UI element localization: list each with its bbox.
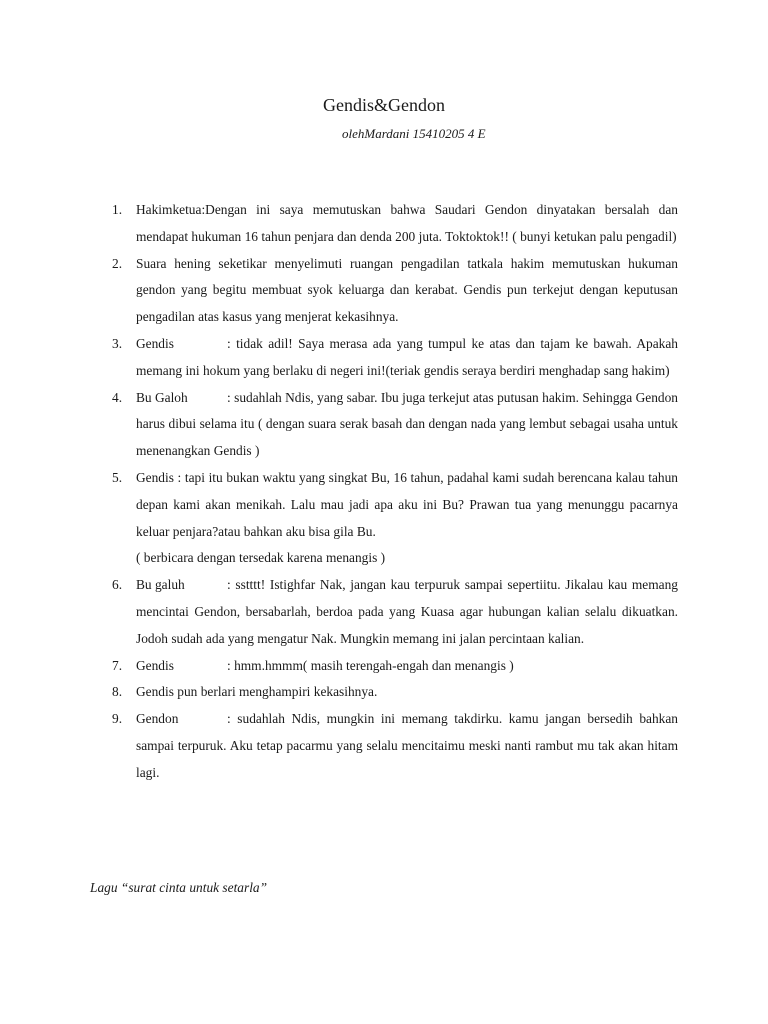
item-text: : tidak adil! Saya merasa ada yang tumpul ke atas dan tajam ke bawah. Apakah memang ini hokum yang berlaku di negeri ini!(teriak gendis seraya berdiri menghadap sang hakim) bbox=[136, 335, 678, 378]
speaker-name: Bu Galoh bbox=[136, 389, 188, 405]
dialogue-list bbox=[108, 197, 678, 787]
list-item bbox=[108, 653, 678, 680]
list-item bbox=[108, 465, 678, 572]
item-number: 3. bbox=[112, 335, 123, 351]
item-text: : hmm.hmmm( masih terengah-engah dan menangis ) bbox=[227, 657, 514, 673]
item-text: : sstttt! Istighfar Nak, jangan kau terpuruk sampai sepertiitu. Jikalau kau memang mencintai Gendon, bersabarlah, berdoa pada yang Kuasa agar hubungan kalian selalu dikuatkan. Jodoh sudah ada yang mengatur Nak. Mungkin memang ini jalan percintaan kalian. bbox=[136, 577, 678, 646]
item-text: Hakimketua:Dengan ini saya memutuskan bahwa Saudari Gendon dinyatakan bersalah dan mendapat hukuman 16 tahun penjara dan denda 200 juta. Toktoktok!! ( bunyi ketukan palu pengadil) bbox=[136, 202, 678, 244]
item-number: 6. bbox=[112, 577, 123, 593]
item-number: 5. bbox=[112, 469, 123, 485]
item-number: 1. bbox=[112, 202, 123, 217]
item-number: 8. bbox=[112, 684, 123, 700]
speaker-name: Gendon bbox=[136, 711, 179, 727]
stage-direction: ( berbicara dengan tersedak karena menangis ) bbox=[136, 550, 386, 566]
list-item bbox=[108, 197, 678, 251]
item-number: 7. bbox=[112, 657, 123, 673]
item-text: Gendis : tapi itu bukan waktu yang singkat Bu, 16 tahun, padahal kami sudah berencana kalau tahun depan kami akan menikah. Lalu mau jadi apa aku ini Bu? Prawan tua yang menunggu pacarnya keluar penjara?atau bahkan aku bisa gila Bu. bbox=[136, 469, 678, 539]
speaker-name: Bu galuh bbox=[136, 577, 185, 593]
list-item bbox=[108, 251, 678, 331]
document-title: Gendis&Gendon bbox=[323, 95, 445, 115]
list-item bbox=[108, 679, 678, 706]
list-item bbox=[108, 572, 678, 652]
item-number: 4. bbox=[112, 389, 123, 405]
list-item bbox=[108, 706, 678, 786]
speaker-name: Gendis bbox=[136, 335, 174, 351]
item-number: 2. bbox=[112, 255, 123, 271]
item-text: : sudahlah Ndis, mungkin ini memang takdirku. kamu jangan bersedih bahkan sampai terpuruk. Aku tetap pacarmu yang selalu mencitaimu meski nanti rambut mu tak akan hitam lagi. bbox=[136, 711, 678, 780]
item-text: Suara hening seketikar menyelimuti ruangan pengadilan tatkala hakim memutuskan hukuman gendon yang begitu membuat syok keluarga dan kerabat. Gendis pun terkejut dengan keputusan pengadilan atas kasus yang menjerat kekasihnya. bbox=[136, 255, 678, 325]
song-caption: Lagu “surat cinta untuk setarla” bbox=[90, 880, 268, 895]
item-text: Gendis pun berlari menghampiri kekasihnya. bbox=[136, 684, 378, 700]
author-byline: olehMardani 15410205 4 E bbox=[342, 126, 486, 141]
speaker-name: Gendis bbox=[136, 657, 174, 673]
item-text: : sudahlah Ndis, yang sabar. Ibu juga terkejut atas putusan hakim. Sehingga Gendon harus dibui selama itu ( dengan suara serak basah dan dengan nada yang lembut sebagai usaha untuk menenangkan Gendis ) bbox=[136, 389, 678, 459]
list-item bbox=[108, 385, 678, 465]
list-item bbox=[108, 331, 678, 385]
item-number: 9. bbox=[112, 711, 123, 727]
